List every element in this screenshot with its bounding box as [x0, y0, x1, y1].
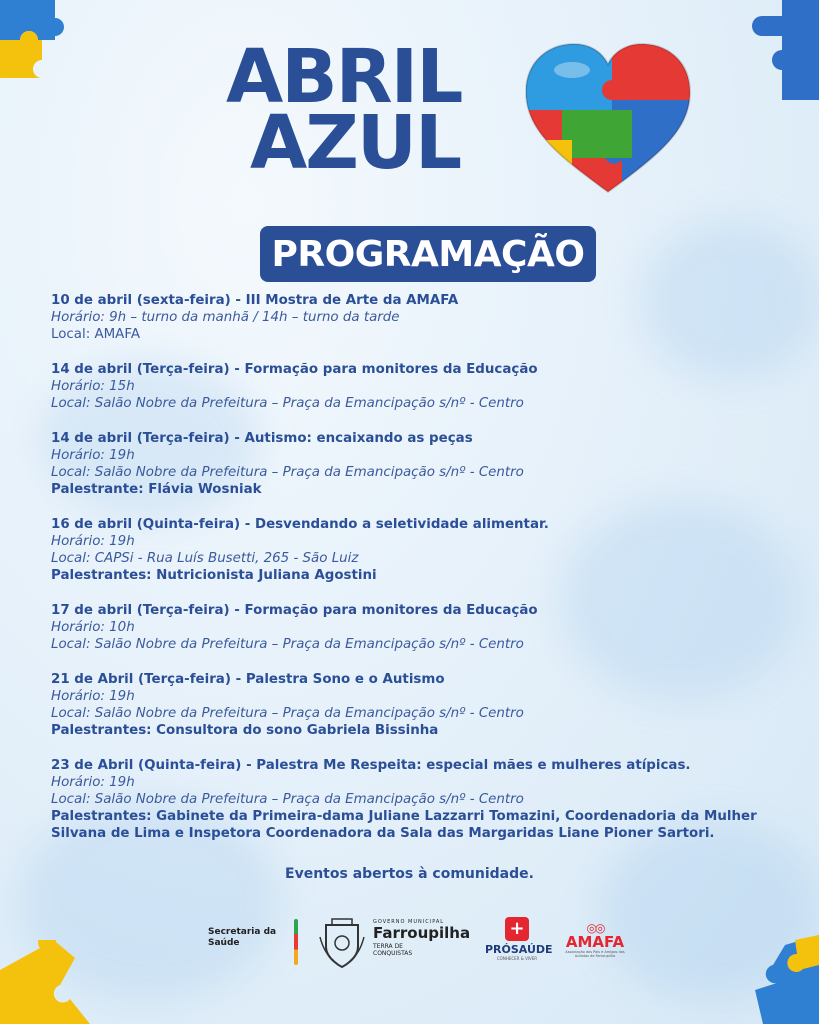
event-local: Local: CAPSi - Rua Luís Busetti, 265 - São Luiz	[51, 551, 359, 566]
amafa-logo	[560, 921, 630, 958]
event-item	[51, 671, 791, 739]
event-title: 17 de abril (Terça-feira) - Formação para monitores da Educação	[51, 603, 538, 618]
event-item	[51, 602, 791, 653]
page-title-line2: AZUL	[250, 100, 461, 186]
farroupilha-sub1: TERRA DE	[373, 943, 403, 950]
event-horario: Horário: 10h	[51, 620, 135, 635]
amafa-circles-icon: ◎◎	[586, 921, 604, 935]
event-title: 21 de Abril (Terça-feira) - Palestra Sono e o Autismo	[51, 672, 445, 687]
event-speaker: Palestrantes: Gabinete da Primeira-dama Juliane Lazzarri Tomazini, Coordenadoria da Mulher Silvana de Lima e Inspetora Coordenadora da Sala das Margaridas Liane Pioner Sartori.	[51, 809, 757, 841]
event-title: 10 de abril (sexta-feira) - III Mostra de Arte da AMAFA	[51, 293, 459, 308]
event-item	[51, 757, 791, 842]
event-horario: Horário: 19h	[51, 775, 135, 790]
event-local: Local: Salão Nobre da Prefeitura – Praça da Emancipação s/nº - Centro	[51, 637, 524, 652]
event-item	[51, 292, 791, 343]
event-speaker: Palestrante: Flávia Wosniak	[51, 482, 262, 497]
prosaude-logo	[485, 917, 553, 961]
color-bar-divider	[294, 919, 298, 965]
page-title-line1: ABRIL	[226, 34, 462, 120]
farroupilha-small: GOVERNO MUNICIPAL	[373, 919, 445, 925]
event-item	[51, 361, 791, 412]
amafa-name: AMAFA	[565, 933, 625, 951]
event-title: 16 de abril (Quinta-feira) - Desvendando a seletividade alimentar.	[51, 517, 549, 532]
puzzle-piece-icon	[0, 0, 80, 80]
event-title: 14 de abril (Terça-feira) - Formação para monitores da Educação	[51, 362, 538, 377]
prosaude-tag: CONHECER & VIVER	[496, 956, 538, 961]
secretaria-saude-logo	[208, 927, 276, 949]
event-horario: Horário: 9h – turno da manhã / 14h – turno da tarde	[51, 310, 400, 325]
event-title: 23 de Abril (Quinta-feira) - Palestra Me Respeita: especial mães e mulheres atípicas.	[51, 758, 691, 773]
event-horario: Horário: 15h	[51, 379, 135, 394]
farroupilha-logo	[373, 919, 470, 957]
puzzle-piece-icon	[752, 0, 819, 110]
event-speaker: Palestrantes: Nutricionista Juliana Agostini	[51, 568, 377, 583]
footer-note: Eventos abertos à comunidade.	[285, 866, 534, 882]
medical-cross-icon: +	[505, 917, 529, 941]
event-title: 14 de abril (Terça-feira) - Autismo: encaixando as peças	[51, 431, 473, 446]
event-local: Local: AMAFA	[51, 327, 140, 342]
event-horario: Horário: 19h	[51, 448, 135, 463]
event-speaker: Palestrantes: Consultora do sono Gabriela Bissinha	[51, 723, 439, 738]
event-horario: Horário: 19h	[51, 689, 135, 704]
farroupilha-name: Farroupilha	[373, 924, 471, 942]
secretaria-line2: Saúde	[208, 938, 240, 948]
secretaria-line1: Secretaria da	[208, 927, 277, 937]
municipal-crest-icon	[318, 917, 366, 969]
event-local: Local: Salão Nobre da Prefeitura – Praça da Emancipação s/nº - Centro	[51, 396, 524, 411]
event-local: Local: Salão Nobre da Prefeitura – Praça da Emancipação s/nº - Centro	[51, 706, 524, 721]
event-item	[51, 430, 791, 498]
event-local: Local: Salão Nobre da Prefeitura – Praça da Emancipação s/nº - Centro	[51, 465, 524, 480]
sponsor-logos	[0, 915, 819, 975]
prosaude-name: PRÓSAÚDE	[485, 943, 553, 956]
puzzle-heart-icon	[522, 40, 694, 196]
events-list	[51, 292, 791, 860]
event-local: Local: Salão Nobre da Prefeitura – Praça da Emancipação s/nº - Centro	[51, 792, 524, 807]
programacao-badge: PROGRAMAÇÃO	[260, 226, 596, 282]
event-horario: Horário: 19h	[51, 534, 135, 549]
amafa-tag: Associação dos Pais e Amigos dos Autistas de Farroupilha	[565, 950, 625, 958]
event-item	[51, 516, 791, 584]
farroupilha-sub2: CONQUISTAS	[373, 950, 413, 957]
